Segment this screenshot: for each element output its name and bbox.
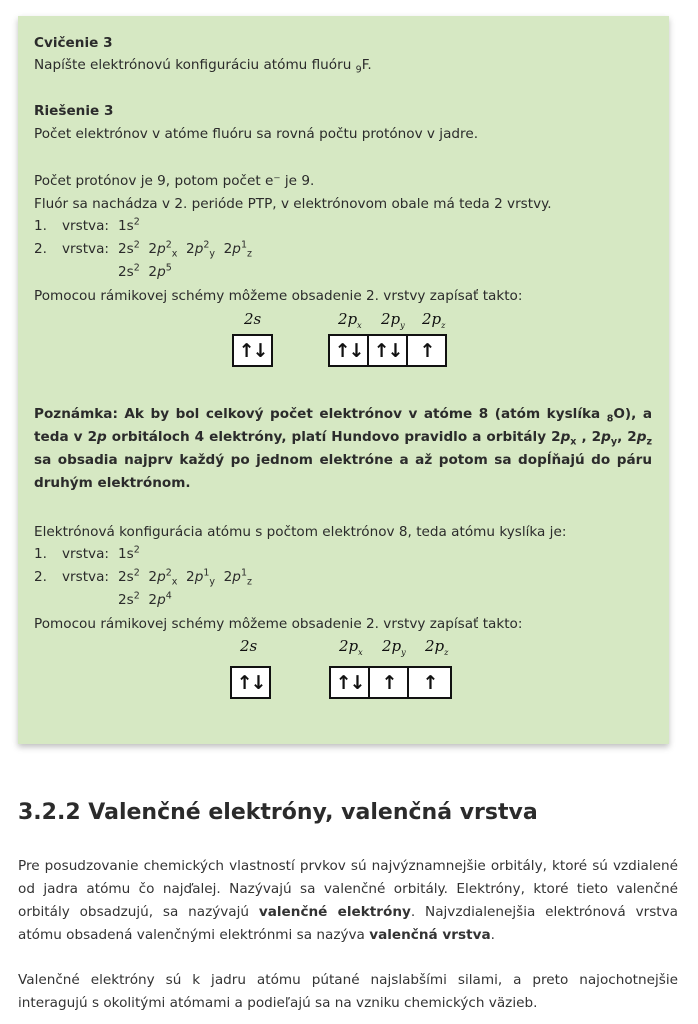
orbital-cell: ↑ bbox=[407, 666, 452, 699]
orbital-2p-boxes bbox=[329, 666, 452, 699]
orbital-label-2pz: $2p_z$ bbox=[422, 310, 446, 330]
exercise-box bbox=[18, 16, 669, 744]
solution-line1: Počet elektrónov v atóme fluóru sa rovná počtu protónov v jadre. bbox=[34, 126, 479, 142]
paragraph-valence-electrons: Valenčné elektróny sú k jadru atómu pútané najslabšími silami, a preto najochotnejšie interagujú s okolitými atómami a podieľajú sa na vzniku chemických väzieb. bbox=[18, 972, 678, 1011]
orbital-label-2s: 2s bbox=[244, 310, 262, 328]
solution-title: Riešenie 3 bbox=[34, 103, 114, 119]
exercise-title: Cvičenie 3 bbox=[34, 35, 113, 51]
orbital-label-2py: $2p_y$ bbox=[381, 310, 405, 330]
orbital-label-2px: $2p_x$ bbox=[339, 637, 363, 657]
orbital-cell: ↑↓ bbox=[329, 666, 370, 699]
orbital-label-2s: 2s bbox=[240, 637, 258, 655]
oxygen-configuration: 1. vrstva: $1s^2$ 2. vrstva: $2s^2$ $2p^2_x$ $2p^1_y$ $2p^1_z$ $2s^2$ $2p^4$ bbox=[34, 544, 252, 608]
exercise-task: Napíšte elektrónovú konfiguráciu atómu fluóru $_9$F. bbox=[34, 57, 372, 76]
orbital-cell: ↑ bbox=[406, 334, 447, 367]
orbital-2p-boxes bbox=[328, 334, 447, 367]
orbital-cell: ↑ bbox=[368, 666, 409, 699]
orbital-2s-box bbox=[230, 666, 271, 699]
orbital-label-2pz: $2p_z$ bbox=[425, 637, 449, 657]
fluorine-scheme-intro: Pomocou rámikovej schémy môžeme obsadenie 2. vrstvy zapísať takto: bbox=[34, 288, 523, 304]
section-heading: 3.2.2 Valenčné elektróny, valenčná vrstva bbox=[18, 800, 538, 825]
paragraph-valence-orbitals: Pre posudzovanie chemických vlastností prvkov sú najvýznamnejšie orbitály, ktoré sú vzdialené od jadra atómu čo najďalej. Nazývajú sa valenčné orbitály. Elektróny, ktoré tieto valenčné orbitály obsadzujú, sa nazývajú valenčné elektróny. Najvzdialenejšia elektrónová vrstva atómu obsadená valenčnými elektrónmi sa nazýva valenčná vrstva. bbox=[18, 858, 678, 943]
solution-line2: Počet protónov je 9, potom počet e⁻ je 9. bbox=[34, 173, 315, 189]
orbital-cell: ↑↓ bbox=[367, 334, 408, 367]
orbital-cell: ↑↓ bbox=[232, 334, 273, 367]
orbital-cell: ↑↓ bbox=[230, 666, 271, 699]
solution-line3: Fluór sa nachádza v 2. perióde PTP, v elektrónovom obale má teda 2 vrstvy. bbox=[34, 196, 552, 212]
orbital-label-2px: $2p_x$ bbox=[338, 310, 362, 330]
orbital-2s-box bbox=[232, 334, 273, 367]
oxygen-intro: Elektrónová konfigurácia atómu s počtom elektrónov 8, teda atómu kyslíka je: bbox=[34, 524, 567, 540]
note-paragraph: Poznámka: Ak by bol celkový počet elektrónov v atóme 8 (atóm kyslíka $_8$O), a teda v 2p orbitáloch 4 elektróny, platí Hundovo pravidlo a orbitály $2p_x$ , $2p_y$, $2p_z$ sa obsadia najprv každý po jednom elektróne a až potom sa dopĺňajú do páru druhým elektrónom. bbox=[34, 406, 653, 491]
fluorine-configuration: 1. vrstva: $1s^2$ 2. vrstva: $2s^2$ $2p^2_x$ $2p^2_y$ $2p^1_z$ $2s^2$ $2p^5$ bbox=[34, 216, 252, 280]
orbital-cell: ↑↓ bbox=[328, 334, 369, 367]
orbital-label-2py: $2p_y$ bbox=[382, 637, 406, 657]
oxygen-scheme-intro: Pomocou rámikovej schémy môžeme obsadenie 2. vrstvy zapísať takto: bbox=[34, 616, 523, 632]
